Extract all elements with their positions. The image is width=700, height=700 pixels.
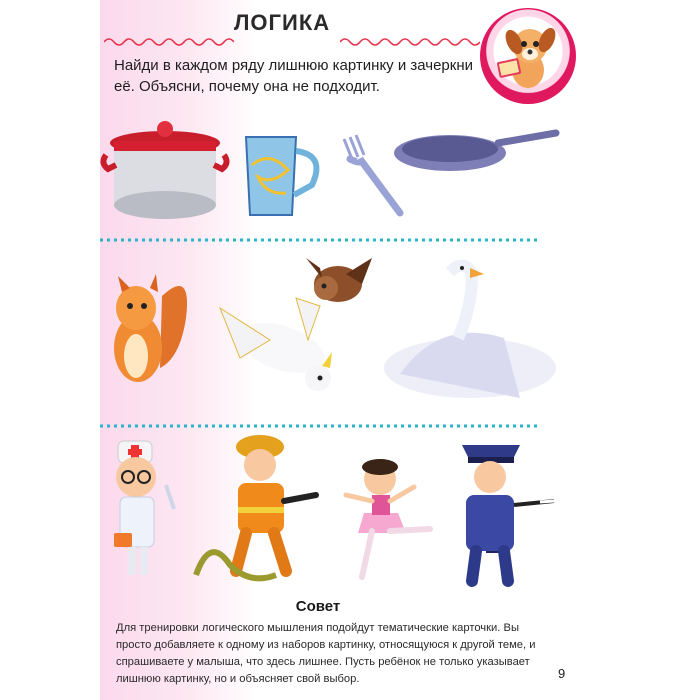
swan-icon[interactable] <box>384 265 556 398</box>
frying-pan-icon[interactable] <box>394 133 556 171</box>
cockatoo-icon[interactable] <box>220 298 332 391</box>
saucepan-icon[interactable] <box>103 121 226 219</box>
sparrow-icon[interactable] <box>306 258 372 302</box>
police-officer-icon[interactable] <box>462 445 554 581</box>
doctor-icon[interactable] <box>114 441 174 575</box>
row-animals <box>100 248 560 418</box>
dancer-girl-icon[interactable] <box>346 459 430 577</box>
page-title: ЛОГИКА <box>234 10 331 35</box>
fork-icon[interactable] <box>344 135 400 213</box>
firefighter-icon[interactable] <box>196 435 316 578</box>
task-instruction: Найди в каждом ряду лишнюю картинку и зачеркни её. Объясни, почему она не подходит. <box>114 57 474 95</box>
title-wave-right <box>340 36 480 48</box>
page-number: 9 <box>558 666 566 681</box>
mug-icon[interactable] <box>246 137 316 215</box>
advice-heading: Совет <box>295 598 341 615</box>
puppy-with-book-icon <box>480 8 576 104</box>
row-kitchenware <box>100 115 560 225</box>
row-divider <box>100 238 540 242</box>
squirrel-icon[interactable] <box>114 274 187 382</box>
title-wave-left <box>104 36 234 48</box>
advice-text: Для тренировки логического мышления подойдут тематические карточки. Вы просто добавляете к одному из наборов картинку, относящуюся к другой теме, и спрашиваете у малыша, что здесь лишнее. Пусть ребёнок не только указывает лишнюю картинку, но и объясняет свой выбор. <box>116 622 536 685</box>
row-people <box>100 425 560 595</box>
